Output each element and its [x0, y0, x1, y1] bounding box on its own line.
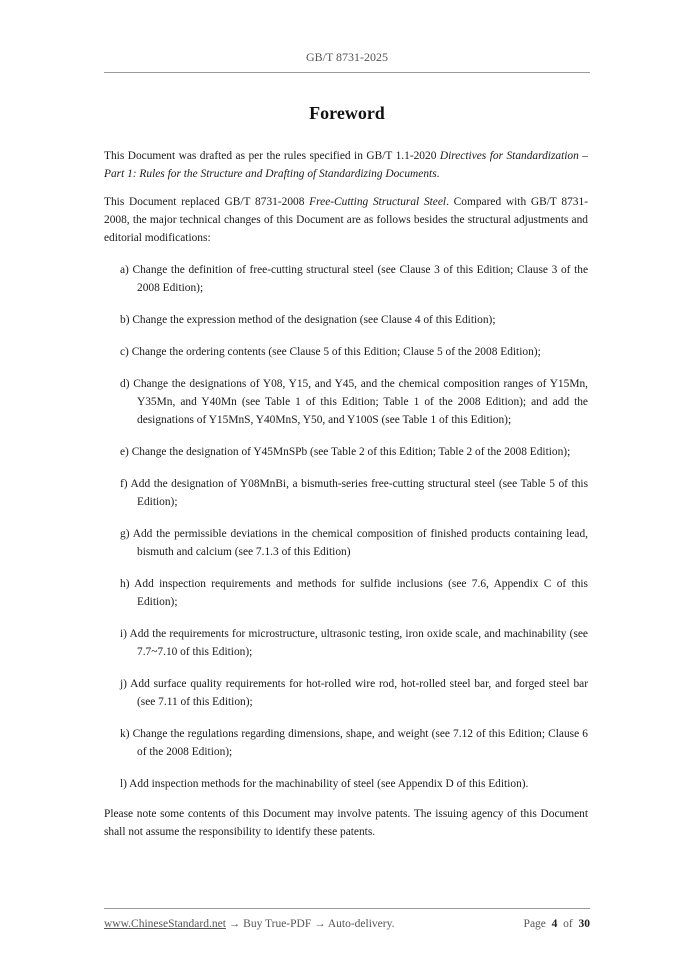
document-code-header: GB/T 8731-2025 [305, 50, 389, 64]
paragraph-replacement [104, 193, 588, 247]
header-divider [104, 72, 590, 73]
change-item: f) Add the designation of Y08MnBi, a bismuth-series free-cutting structural steel (see Table 5 of this Edition); [120, 478, 588, 508]
delivery-text: Auto-delivery. [325, 918, 395, 930]
paragraph-drafting-rules [104, 147, 588, 183]
buy-text: Buy True-PDF [240, 918, 315, 930]
replaced-standard-title: Free-Cutting Structural Steel [309, 196, 447, 208]
paragraph-text: This Document replaced GB/T 8731-2008 [104, 196, 310, 208]
change-item: e) Change the designation of Y45MnSPb (see Table 2 of this Edition; Table 2 of the 2008 Edition); [120, 446, 571, 458]
page-number [524, 918, 590, 930]
page-label: Page [523, 918, 546, 930]
changes-list [104, 261, 588, 793]
website-link[interactable]: www.ChineseStandard.net [104, 918, 226, 930]
footer-promo [104, 918, 395, 930]
footer-divider [104, 908, 590, 909]
of-label: of [563, 918, 573, 930]
paragraph-text: This Document was drafted as per the rules specified in GB/T 1.1-2020 [104, 150, 440, 162]
change-item: k) Change the regulations regarding dimensions, shape, and weight (see 7.12 of this Edition; Clause 6 of the 2008 Edition); [120, 728, 588, 758]
paragraph-text: . [436, 168, 440, 180]
change-item: j) Add surface quality requirements for hot-rolled wire rod, hot-rolled steel bar, and forged steel bar (see 7.11 of this Edition); [120, 678, 588, 708]
change-item: d) Change the designations of Y08, Y15, and Y45, and the chemical composition ranges of Y15Mn, Y35Mn, and Y40Mn (see Table 1 of this Edition; Table 1 of the 2008 Edition); and add the designations of Y15MnS, Y40MnS, Y50, and Y100S (see Table 1 of this Edition); [120, 378, 588, 426]
arrow-icon: → [228, 918, 241, 930]
paragraph-patents: Please note some contents of this Document may involve patents. The issuing agency of this Document shall not assume the responsibility to identify these patents. [104, 808, 588, 838]
page-title: Foreword [309, 103, 385, 123]
change-item: c) Change the ordering contents (see Clause 5 of this Edition; Clause 5 of the 2008 Edition); [120, 346, 541, 358]
change-item: l) Add inspection methods for the machinability of steel (see Appendix D of this Edition). [120, 778, 529, 790]
directive-title: Directives for Standardization – Part 1: Rules for the Structure and Drafting of Standardizing Documents [104, 150, 588, 180]
arrow-icon: → [314, 918, 326, 930]
total-pages: 30 [578, 918, 590, 930]
current-page: 4 [551, 918, 558, 930]
change-item: b) Change the expression method of the designation (see Clause 4 of this Edition); [120, 314, 496, 326]
change-item: h) Add inspection requirements and methods for sulfide inclusions (see 7.6, Appendix C of this Edition); [120, 578, 588, 608]
foreword-body [104, 147, 588, 851]
change-item: g) Add the permissible deviations in the chemical composition of finished products containing lead, bismuth and calcium (see 7.1.3 of this Edition) [120, 528, 588, 558]
paragraph-text: . Compared with GB/T 8731-2008, the major technical changes of this Document are as follows besides the structural adjustments and editorial modifications: [104, 196, 588, 244]
change-item: i) Add the requirements for microstructure, ultrasonic testing, iron oxide scale, and machinability (see 7.7~7.10 of this Edition); [120, 628, 588, 658]
change-item: a) Change the definition of free-cutting structural steel (see Clause 3 of this Edition; Clause 3 of the 2008 Edition); [120, 264, 588, 294]
